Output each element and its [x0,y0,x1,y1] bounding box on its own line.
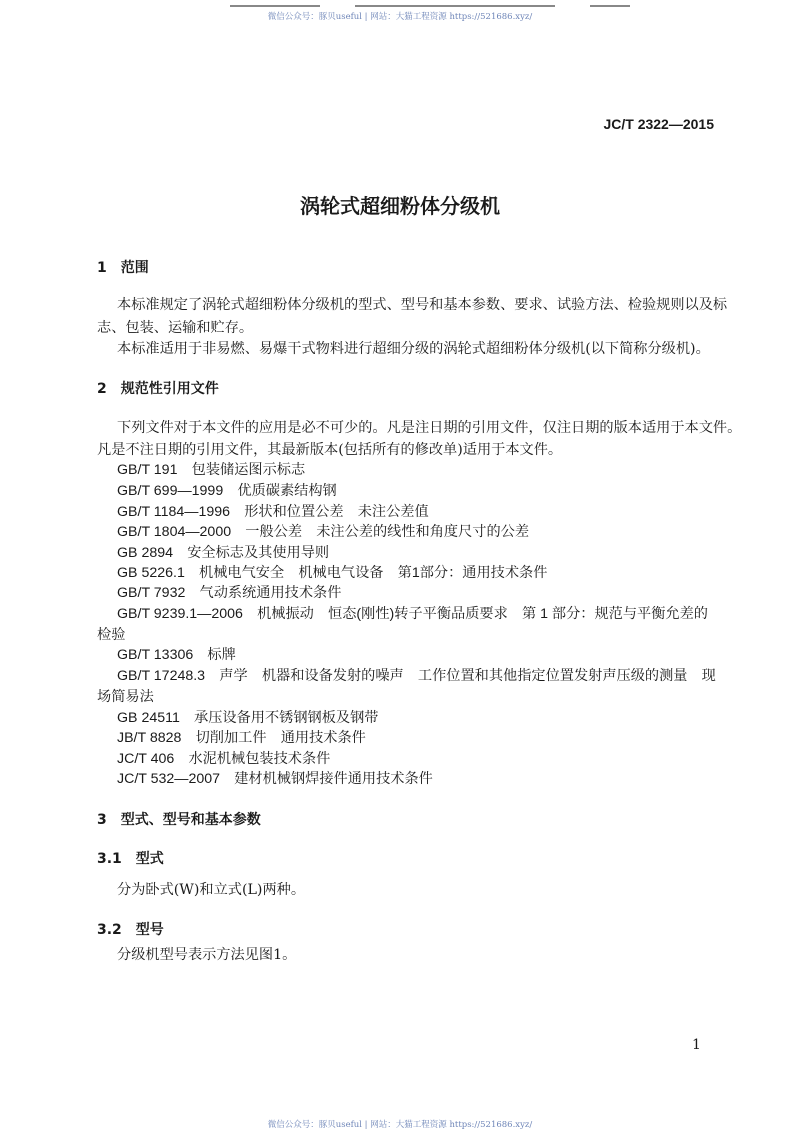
reference-item: GB 2894 安全标志及其使用导则 [117,545,330,561]
reference-item: GB/T 1804—2000 一般公差 未注公差的线性和角度尺寸的公差 [117,524,530,540]
paragraph: 下列文件对于本文件的应用是必不可少的。凡是注日期的引用文件，仅注日期的版本适用于本文件。 [117,420,742,436]
reference-item: GB/T 9239.1—2006 机械振动 恒态(刚性)转子平衡品质要求 第 1 部分：规范与平衡允差的 [117,606,708,622]
reference-item: JB/T 8828 切削加工件 通用技术条件 [117,730,366,746]
section-3-heading: 3 型式、型号和基本参数 [97,812,261,828]
standard-number: JC/T 2322—2015 [603,116,714,132]
paragraph: 本标准适用于非易燃、易爆干式物料进行超细分级的涡轮式超细粉体分级机(以下简称分级机)。 [117,341,710,357]
section-3-2-heading: 3.2 型号 [97,922,164,938]
section-3-1-heading: 3.1 型式 [97,851,164,867]
scan-artifact [590,5,630,7]
reference-item: JC/T 406 水泥机械包装技术条件 [117,751,331,767]
paragraph: 志、包装、运输和贮存。 [97,320,254,336]
reference-item: GB/T 1184—1996 形状和位置公差 未注公差值 [117,504,429,520]
page-number: 1 [692,1037,701,1053]
paragraph: 凡是不注日期的引用文件，其最新版本(包括所有的修改单)适用于本文件。 [97,442,563,458]
watermark-top: 微信公众号：豚贝useful | 网站：大猫工程资源 https://521686.xyz/ [267,12,533,22]
section-1-heading: 1 范围 [97,260,149,276]
reference-item: GB/T 17248.3 声学 机器和设备发射的噪声 工作位置和其他指定位置发射声压级的测量 现 [117,668,716,684]
reference-item: GB 5226.1 机械电气安全 机械电气设备 第1部分：通用技术条件 [117,565,548,581]
paragraph: 本标准规定了涡轮式超细粉体分级机的型式、型号和基本参数、要求、试验方法、检验规则以及标 [117,297,728,313]
section-2-heading: 2 规范性引用文件 [97,381,219,397]
reference-item-continued: 检验 [97,627,126,643]
reference-item: GB/T 13306 标牌 [117,647,236,663]
reference-item: GB 24511 承压设备用不锈钢钢板及钢带 [117,710,379,726]
scan-artifact [230,5,320,7]
reference-item: GB/T 7932 气动系统通用技术条件 [117,585,342,601]
scan-artifact [355,5,555,7]
watermark-bottom: 微信公众号：豚贝useful | 网站：大猫工程资源 https://521686.xyz/ [267,1120,533,1130]
paragraph: 分为卧式(W)和立式(L)两种。 [117,882,306,898]
reference-item: GB/T 699—1999 优质碳素结构钢 [117,483,337,499]
paragraph: 分级机型号表示方法见图1。 [117,947,297,963]
document-title: 涡轮式超细粉体分级机 [300,194,500,218]
reference-item: JC/T 532—2007 建材机械钢焊接件通用技术条件 [117,771,433,787]
reference-item: GB/T 191 包装储运图示标志 [117,462,306,478]
reference-item-continued: 场简易法 [97,689,154,705]
